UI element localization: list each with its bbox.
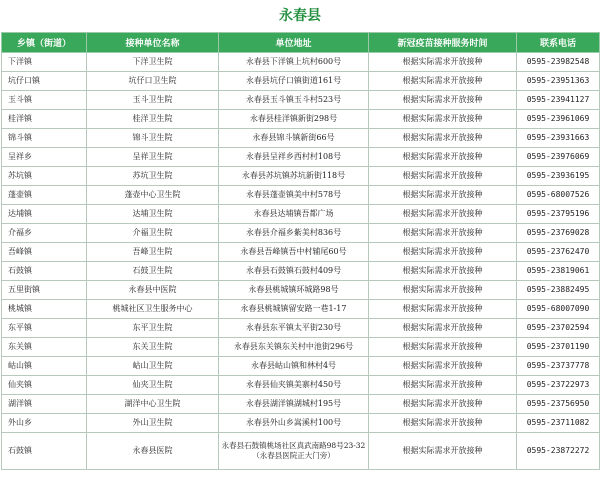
unit-name-cell: 达埔卫生院 <box>87 205 219 224</box>
township-cell: 苏坑镇 <box>2 167 87 186</box>
service-time-cell: 根据实际需求开放接种 <box>369 433 517 470</box>
phone-cell: 0595-23762470 <box>517 243 600 262</box>
service-time-cell: 根据实际需求开放接种 <box>369 319 517 338</box>
service-time-cell: 根据实际需求开放接种 <box>369 110 517 129</box>
unit-name-cell: 外山卫生院 <box>87 414 219 433</box>
phone-cell: 0595-23941127 <box>517 91 600 110</box>
phone-cell: 0595-23872272 <box>517 433 600 470</box>
table-body <box>2 53 600 470</box>
address-cell: 永春县坑仔口镇街道161号 <box>219 72 369 91</box>
address-cell: 永春县蓬壶镇美中村578号 <box>219 186 369 205</box>
table-row <box>2 338 600 357</box>
service-time-cell: 根据实际需求开放接种 <box>369 53 517 72</box>
phone-cell: 0595-23702594 <box>517 319 600 338</box>
phone-cell: 0595-23711082 <box>517 414 600 433</box>
header-address: 单位地址 <box>219 33 369 53</box>
unit-name-cell: 石鼓卫生院 <box>87 262 219 281</box>
unit-name-cell: 桃城社区卫生服务中心 <box>87 300 219 319</box>
service-time-cell: 根据实际需求开放接种 <box>369 224 517 243</box>
phone-cell: 0595-23769028 <box>517 224 600 243</box>
table-row <box>2 376 600 395</box>
township-cell: 仙夹镇 <box>2 376 87 395</box>
address-cell: 永春县锦斗镇新街66号 <box>219 129 369 148</box>
unit-name-cell: 苏坑卫生院 <box>87 167 219 186</box>
header-unit-name: 接种单位名称 <box>87 33 219 53</box>
township-cell: 五里街镇 <box>2 281 87 300</box>
address-cell: 永春县介福乡紫美村836号 <box>219 224 369 243</box>
township-cell: 达埔镇 <box>2 205 87 224</box>
phone-cell: 0595-23982548 <box>517 53 600 72</box>
table-row <box>2 167 600 186</box>
township-cell: 呈祥乡 <box>2 148 87 167</box>
table-row <box>2 91 600 110</box>
table-row <box>2 243 600 262</box>
phone-cell: 0595-23722973 <box>517 376 600 395</box>
service-time-cell: 根据实际需求开放接种 <box>369 376 517 395</box>
township-cell: 坑仔口镇 <box>2 72 87 91</box>
unit-name-cell: 东关卫生院 <box>87 338 219 357</box>
phone-cell: 0595-23795196 <box>517 205 600 224</box>
address-cell: 永春县桂洋镇新街298号 <box>219 110 369 129</box>
service-time-cell: 根据实际需求开放接种 <box>369 243 517 262</box>
service-time-cell: 根据实际需求开放接种 <box>369 262 517 281</box>
phone-cell: 0595-23961069 <box>517 110 600 129</box>
township-cell: 岵山镇 <box>2 357 87 376</box>
address-cell: 永春县达埔镇吾都广场 <box>219 205 369 224</box>
address-cell: 永春县石鼓镇石鼓村409号 <box>219 262 369 281</box>
service-time-cell: 根据实际需求开放接种 <box>369 281 517 300</box>
township-cell: 外山乡 <box>2 414 87 433</box>
unit-name-cell: 锦斗卫生院 <box>87 129 219 148</box>
phone-cell: 0595-23931663 <box>517 129 600 148</box>
unit-name-cell: 吾峰卫生院 <box>87 243 219 262</box>
service-time-cell: 根据实际需求开放接种 <box>369 186 517 205</box>
township-cell: 锦斗镇 <box>2 129 87 148</box>
table-row <box>2 53 600 72</box>
service-time-cell: 根据实际需求开放接种 <box>369 357 517 376</box>
unit-name-cell: 桂洋卫生院 <box>87 110 219 129</box>
address-cell: 永春县仙夹镇美寨村450号 <box>219 376 369 395</box>
township-cell: 桂洋镇 <box>2 110 87 129</box>
phone-cell: 0595-68007090 <box>517 300 600 319</box>
header-service-time: 新冠疫苗接种服务时间 <box>369 33 517 53</box>
table-row <box>2 110 600 129</box>
service-time-cell: 根据实际需求开放接种 <box>369 300 517 319</box>
service-time-cell: 根据实际需求开放接种 <box>369 167 517 186</box>
township-cell: 蓬壶镇 <box>2 186 87 205</box>
address-cell: 永春县呈祥乡西村村108号 <box>219 148 369 167</box>
service-time-cell: 根据实际需求开放接种 <box>369 91 517 110</box>
phone-cell: 0595-23819061 <box>517 262 600 281</box>
address-cell: 永春县桃城镇环城路98号 <box>219 281 369 300</box>
phone-cell: 0595-23976069 <box>517 148 600 167</box>
table-row <box>2 414 600 433</box>
address-cell: 永春县湖洋镇湖城村195号 <box>219 395 369 414</box>
unit-name-cell: 东平卫生院 <box>87 319 219 338</box>
unit-name-cell: 岵山卫生院 <box>87 357 219 376</box>
table-row <box>2 281 600 300</box>
service-time-cell: 根据实际需求开放接种 <box>369 414 517 433</box>
unit-name-cell: 永春县中医院 <box>87 281 219 300</box>
phone-cell: 0595-23936195 <box>517 167 600 186</box>
township-cell: 东平镇 <box>2 319 87 338</box>
township-cell: 玉斗镇 <box>2 91 87 110</box>
township-cell: 吾峰镇 <box>2 243 87 262</box>
township-cell: 湖洋镇 <box>2 395 87 414</box>
table-row <box>2 319 600 338</box>
address-cell: 永春县岵山镇和林村4号 <box>219 357 369 376</box>
phone-cell: 0595-23756950 <box>517 395 600 414</box>
phone-cell: 0595-23701190 <box>517 338 600 357</box>
unit-name-cell: 湖洋中心卫生院 <box>87 395 219 414</box>
township-cell: 石鼓镇 <box>2 433 87 470</box>
table-row <box>2 186 600 205</box>
service-time-cell: 根据实际需求开放接种 <box>369 129 517 148</box>
unit-name-cell: 介福卫生院 <box>87 224 219 243</box>
header-township: 乡镇（街道） <box>2 33 87 53</box>
phone-cell: 0595-23951363 <box>517 72 600 91</box>
table-row <box>2 72 600 91</box>
address-cell: 永春县东平镇太平街230号 <box>219 319 369 338</box>
unit-name-cell: 仙夹卫生院 <box>87 376 219 395</box>
county-title: 永春县 <box>279 8 321 24</box>
service-time-cell: 根据实际需求开放接种 <box>369 395 517 414</box>
table-row <box>2 357 600 376</box>
unit-name-cell: 呈祥卫生院 <box>87 148 219 167</box>
service-time-cell: 根据实际需求开放接种 <box>369 72 517 91</box>
vaccination-sites-table <box>1 32 600 470</box>
table-row <box>2 129 600 148</box>
address-cell: 永春县外山乡嵩溪村100号 <box>219 414 369 433</box>
address-cell: 永春县桃城镇留安路一巷1-17 <box>219 300 369 319</box>
township-cell: 桃城镇 <box>2 300 87 319</box>
township-cell: 东关镇 <box>2 338 87 357</box>
township-cell: 下洋镇 <box>2 53 87 72</box>
township-cell: 石鼓镇 <box>2 262 87 281</box>
table-row <box>2 224 600 243</box>
unit-name-cell: 下洋卫生院 <box>87 53 219 72</box>
table-row <box>2 148 600 167</box>
unit-name-cell: 坑仔口卫生院 <box>87 72 219 91</box>
phone-cell: 0595-23882495 <box>517 281 600 300</box>
address-cell: 永春县东关镇东关村中池街296号 <box>219 338 369 357</box>
township-cell: 介福乡 <box>2 224 87 243</box>
phone-cell: 0595-23737778 <box>517 357 600 376</box>
address-cell: 永春县吾峰镇吾中村辅尾60号 <box>219 243 369 262</box>
address-cell: 永春县下洋镇上坑村600号 <box>219 53 369 72</box>
table-row <box>2 433 600 470</box>
address-cell: 永春县玉斗镇玉斗村523号 <box>219 91 369 110</box>
service-time-cell: 根据实际需求开放接种 <box>369 148 517 167</box>
table-row <box>2 205 600 224</box>
service-time-cell: 根据实际需求开放接种 <box>369 338 517 357</box>
unit-name-cell: 永春县医院 <box>87 433 219 470</box>
service-time-cell: 根据实际需求开放接种 <box>369 205 517 224</box>
table-header-row <box>2 33 600 53</box>
address-cell: 永春县苏坑镇苏坑新街118号 <box>219 167 369 186</box>
address-cell: 永春县石鼓镇桃场社区真武南路98号23-32 （永春县医院正大门旁） <box>219 433 369 470</box>
table-row <box>2 395 600 414</box>
table-row <box>2 300 600 319</box>
phone-cell: 0595-68007526 <box>517 186 600 205</box>
unit-name-cell: 蓬壶中心卫生院 <box>87 186 219 205</box>
header-phone: 联系电话 <box>517 33 600 53</box>
unit-name-cell: 玉斗卫生院 <box>87 91 219 110</box>
table-row <box>2 262 600 281</box>
